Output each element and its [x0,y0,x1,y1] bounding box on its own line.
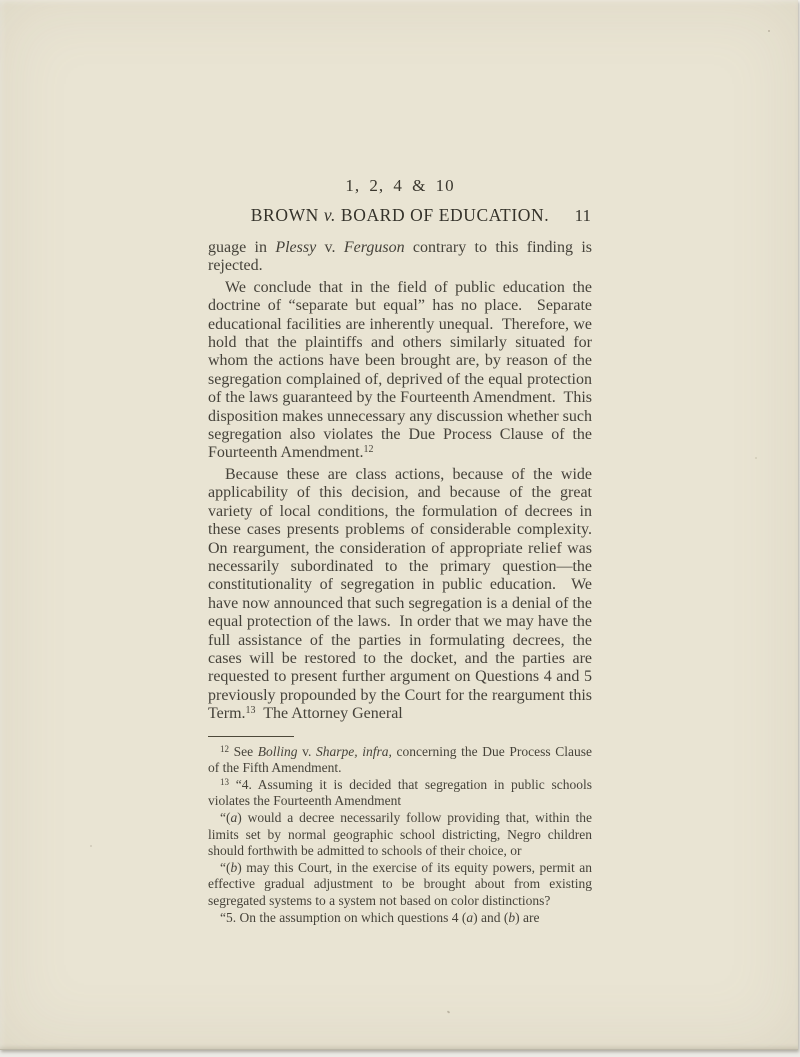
footnotes [208,743,596,927]
body-paragraph-3 [208,465,600,724]
text-run: v. [297,743,317,759]
text-run: BROWN [250,205,324,225]
italic-run: Ferguson [343,239,405,256]
paper-speck [755,457,757,459]
text-run: ) are [515,909,540,925]
text-run: concerning the Due Process Clause of the Fifth Amendment. [208,743,596,776]
italic-run: a [230,809,238,825]
italic-run: b [230,859,238,875]
paper-speck [768,30,770,32]
body-paragraph-1 [208,239,597,276]
text-run: guage in [208,239,276,256]
paper-speck [90,845,92,847]
text-run: ) and ( [473,909,509,925]
running-head [208,205,592,226]
footnote-number: 12 [220,743,229,754]
text-run: See [229,743,258,759]
italic-run: Bolling [257,743,298,759]
italic-run: Plessy [275,239,317,256]
page-content [208,176,600,926]
text-run: “( [220,809,231,825]
text-run: We conclude that in the field of public education the doctrine of “separate but equal” has no place. Separate educational facilities are inherently unequal. Therefore, we hold that the plaintiffs and others similarly situated for whom the actions have been brought are, by reason of the segregation complained of, deprived of the equal protection of the laws guaranteed by the Fourteenth Amendment. This disposition makes unnecessary any discussion whether such segregation also violates the Due Process Clause of the Fourteenth Amendment. [208,278,596,462]
italic-run: v. [323,205,336,225]
footnote-13-item-5 [208,910,592,927]
italic-run: Sharpe, infra, [316,743,392,759]
footnote-13-item-a [208,809,596,860]
footnote-12 [208,743,596,777]
text-run: contrary to this finding is rejected. [208,239,597,275]
text-run: “4. Assuming it is decided that segregation in public schools violates the Fourteenth Amendment [208,776,596,809]
footnote-ref-12: 12 [363,444,374,456]
footnote-13 [208,776,596,810]
text-run: ) would a decree necessarily follow providing that, within the limits set by normal geographic school districting, Negro children should forthwith be admitted to schools of their choice, or [208,809,596,859]
text-run: ) may this Court, in the exercise of its equity powers, permit an effective gradual adjustment to be brought about from existing segregated systems to a system not based on color distinctions? [208,859,596,908]
text-run: v. [316,239,344,256]
text-run: “5. On the assumption on which questions 4 ( [220,909,467,925]
footnote-number: 13 [220,776,229,787]
text-run: “( [220,859,231,875]
italic-run: a [466,909,474,925]
text-run: The Attorney General [255,705,403,723]
footnote-13-item-b [208,859,596,910]
case-title [251,205,549,225]
footnote-separator [208,736,294,737]
paper-speck [447,1010,451,1013]
italic-run: b [508,909,516,925]
docket-numbers: 1, 2, 4 & 10 [345,176,455,195]
footnote-ref-13: 13 [245,705,256,717]
text-run: BOARD OF EDUCATION. [335,205,550,225]
text-run: Because these are class actions, because of the wide applicability of this decision, and because of the great variety of local conditions, the formulation of decrees in these cases presents problems of considerable complexity. On reargument, the consideration of appropriate relief was necessarily subordinated to the primary question—the constitutionality of segregation in public education. We have now announced that such segregation is a denial of the equal protection of the laws. In order that we may have the full assistance of the parties in formulating decrees, the cases will be restored to the docket, and the parties are requested to present further argument on Questions 4 and 5 previously propounded by the Court for the reargument this Term. [208,465,600,723]
page-number: 11 [574,206,591,225]
body-paragraph-2 [208,278,596,463]
